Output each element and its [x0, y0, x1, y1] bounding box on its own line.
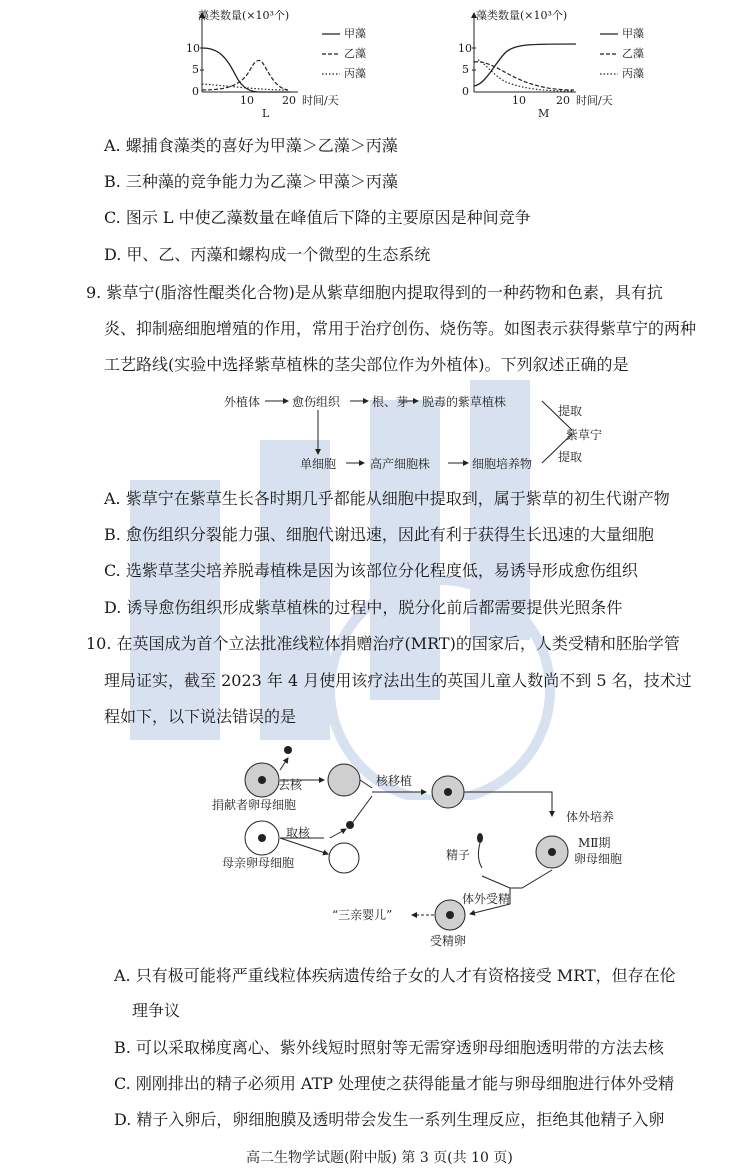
q10-label-three-parent: “三亲婴儿”	[332, 908, 393, 922]
q10-stem-line-1: 10. 在英国成为首个立法批准线粒体捐赠治疗(MRT)的国家后，人类受精和胚胎学管	[86, 634, 680, 653]
q9-node-roots-shoots: 根、芽	[372, 395, 409, 409]
q10-label-mother-egg: 母亲卵母细胞	[222, 856, 295, 870]
figure-l-legend-2: 乙藻	[344, 47, 366, 60]
q10-label-zygote: 受精卵	[430, 934, 467, 948]
figure-m-xtick-10: 10	[512, 94, 526, 107]
q10-diagram-drawing	[200, 738, 623, 950]
figure-m-legend-2: 乙藻	[622, 47, 644, 60]
q9-stem-line-2: 炎、抑制癌细胞增殖的作用，常用于治疗创伤、烧伤等。如图表示获得紫草宁的两种	[104, 319, 697, 338]
figure-l-ytick-0: 0	[192, 85, 199, 98]
q10-label-donor-egg: 捐献者卵母细胞	[212, 798, 297, 812]
figure-l-ytick-10: 10	[186, 42, 200, 55]
q10-label-take-nucleus: 取核	[286, 826, 311, 840]
figure-m-ylabel: 藻类数量(×10³个)	[476, 9, 568, 22]
q9-node-plants: 脱毒的紫草植株	[422, 395, 507, 409]
q9-option-c[interactable]: C. 选紫草茎尖培养脱毒植株是因为该部位分化程度低，易诱导形成愈伤组织	[104, 561, 638, 580]
q10-option-a[interactable]: A. 只有极可能将严重线粒体疾病遗传给子女的人才有资格接受 MRT，但存在伦	[114, 966, 676, 985]
figure-l-xlabel: 时间/天	[302, 94, 339, 107]
q8-option-a[interactable]: A. 螺捕食藻类的喜好为甲藻＞乙藻＞丙藻	[104, 136, 398, 155]
figure-l-xtick-20: 20	[282, 94, 296, 107]
q9-label-extract-2: 提取	[558, 450, 583, 464]
q9-label-extract-1: 提取	[558, 404, 583, 418]
figure-m-caption: M	[538, 107, 550, 120]
q9-node-explant: 外植体	[224, 395, 261, 409]
figure-m-ytick-10: 10	[458, 42, 472, 55]
figure-m-xtick-20: 20	[556, 94, 570, 107]
figure-m-xlabel: 时间/天	[576, 94, 613, 107]
q9-node-culture: 细胞培养物	[472, 457, 533, 471]
figure-l-ylabel: 藻类数量(×10³个)	[198, 9, 290, 22]
figure-m-legend-1: 甲藻	[622, 27, 644, 40]
q10-label-denucleate: 去核	[278, 778, 303, 792]
q10-stem-line-2: 理局证实，截至 2023 年 4 月使用该疗法出生的英国儿童人数尚不到 5 名，技术过	[104, 671, 692, 690]
figure-l-xtick-10: 10	[240, 94, 254, 107]
q10-stem-line-3: 程如下，以下说法错误的是	[104, 707, 297, 726]
figure-l-legend-1: 甲藻	[344, 27, 366, 40]
q8-option-b[interactable]: B. 三种藻的竞争能力为乙藻＞甲藻＞丙藻	[104, 172, 398, 191]
q9-node-callus: 愈伤组织	[292, 395, 341, 409]
q10-label-oocyte: 卵母细胞	[574, 852, 623, 866]
q10-label-ivf: 体外受精	[462, 892, 511, 906]
page-footer: 高二生物学试题(附中版) 第 3 页(共 10 页)	[246, 1150, 513, 1166]
q10-label-sperm: 精子	[446, 848, 471, 862]
figure-m-legend-3: 丙藻	[622, 67, 644, 80]
q8-option-d[interactable]: D. 甲、乙、丙藻和螺构成一个微型的生态系统	[104, 245, 431, 264]
q9-option-d[interactable]: D. 诱导愈伤组织形成紫草植株的过程中，脱分化前后都需要提供光照条件	[104, 598, 623, 617]
figure-l-legend-3: 丙藻	[344, 67, 366, 80]
figure-l-caption: L	[262, 107, 270, 120]
q10-option-c[interactable]: C. 刚刚排出的精子必须用 ATP 处理使之获得能量才能与卵母细胞进行体外受精	[114, 1074, 675, 1093]
q9-stem-line-1: 9. 紫草宁(脂溶性醌类化合物)是从紫草细胞内提取得到的一种药物和色素，具有抗	[86, 283, 663, 302]
figure-m-ytick-5: 5	[462, 63, 469, 76]
q9-node-high-yield: 高产细胞株	[370, 457, 431, 471]
q9-option-b[interactable]: B. 愈伤组织分裂能力强、细胞代谢迅速，因此有利于获得生长迅速的大量细胞	[104, 525, 654, 544]
figure-l-ytick-5: 5	[192, 63, 199, 76]
q8-option-c[interactable]: C. 图示 L 中使乙藻数量在峰值后下降的主要原因是种间竞争	[104, 208, 531, 227]
q9-node-product: 紫草宁	[566, 428, 603, 442]
figure-m-ytick-0: 0	[462, 85, 469, 98]
q10-label-in-vitro-culture: 体外培养	[566, 810, 615, 824]
q10-option-d[interactable]: D. 精子入卵后，卵细胞膜及透明带会发生一系列生理反应，拒绝其他精子入卵	[114, 1110, 665, 1129]
q9-stem-line-3: 工艺路线(实验中选择紫草植株的茎尖部位作为外植体)。下列叙述正确的是	[104, 355, 629, 374]
q10-label-mii: MⅡ期	[578, 836, 611, 850]
q10-option-a-cont: 理争议	[132, 1001, 181, 1020]
q10-label-nuclear-transfer: 核移植	[376, 774, 413, 788]
q9-option-a[interactable]: A. 紫草宁在紫草生长各时期几乎都能从细胞中提取到，属于紫草的初生代谢产物	[104, 489, 670, 508]
q10-option-b[interactable]: B. 可以采取梯度离心、紫外线短时照射等无需穿透卵母细胞透明带的方法去核	[114, 1038, 664, 1057]
q9-node-single-cell: 单细胞	[300, 457, 337, 471]
